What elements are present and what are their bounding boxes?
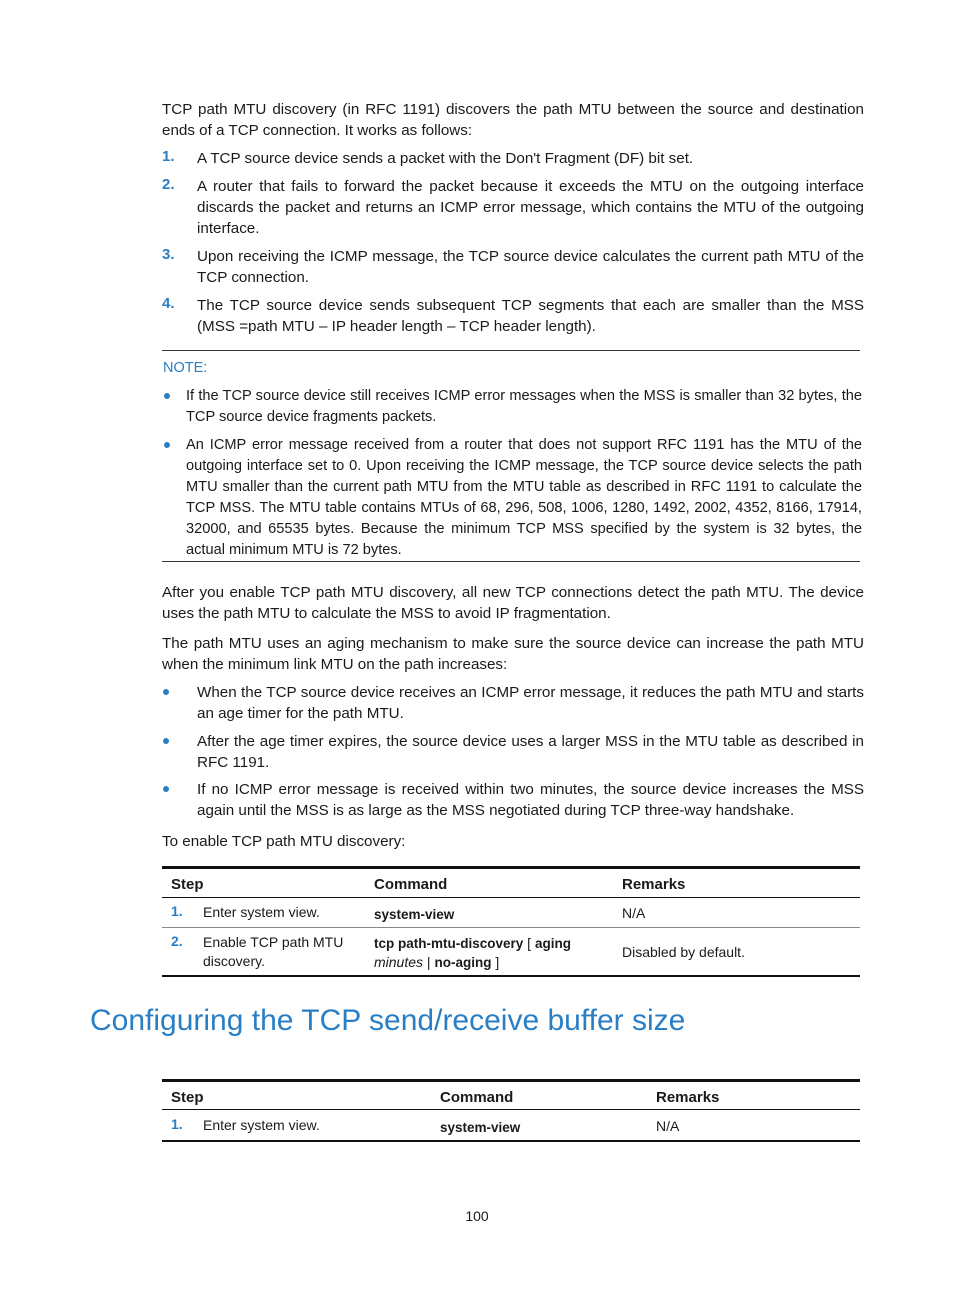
step-number: 2. [162,176,175,193]
remarks-cell: N/A [622,905,646,921]
step-text: A TCP source device sends a packet with the Don't Fragment (DF) bit set. [197,150,694,167]
column-header-step: Step [171,876,204,893]
step-cell: Enter system view. [203,904,320,920]
command-cell: system-view [374,907,455,922]
command-cell: system-view [440,1120,521,1135]
bullet-icon [163,738,169,744]
page-number: 100 [465,1208,489,1224]
step-text: The TCP source device sends subsequent TCP segments that each are smaller than the MSS (MSS =path MTU – IP header length – TCP header length). [197,297,864,335]
step-number: 1. [171,903,183,919]
note-bottom-rule [162,561,860,562]
command-cell: minutes | no-aging ] [374,954,500,970]
remarks-cell: N/A [656,1118,680,1134]
paragraph: To enable TCP path MTU discovery: [162,833,406,850]
table-bottom-border [162,1140,860,1142]
header-divider [162,1109,860,1110]
bullet-icon [163,689,169,695]
note-title: NOTE: [163,360,208,376]
column-header-step: Step [171,1089,204,1106]
column-header-remarks: Remarks [656,1089,720,1106]
header-divider [162,897,860,898]
bullet-item: After the age timer expires, the source device uses a larger MSS in the MTU table as described in RFC 1191. [197,733,864,771]
step-cell: Enter system view. [203,1117,320,1133]
column-header-command: Command [440,1089,514,1106]
step-cell: discovery. [203,953,265,969]
table-top-border [162,1079,860,1082]
section-heading: Configuring the TCP send/receive buffer size [90,1004,686,1037]
bullet-icon [164,442,170,448]
step-number: 3. [162,246,175,263]
step-number: 1. [162,148,175,165]
column-header-command: Command [374,876,448,893]
step-text: A router that fails to forward the packet because it exceeds the MTU on the outgoing interface discards the packet and returns an ICMP error message, which contains the MTU of the outgoing interface. [197,178,864,237]
paragraph: The path MTU uses an aging mechanism to make sure the source device can increase the path MTU when the minimum link MTU on the path increases: [162,635,864,673]
note-item: If the TCP source device still receives ICMP error messages when the MSS is smaller than 32 bytes, the TCP source device fragments packets. [186,388,862,425]
note-top-rule [162,350,860,351]
step-number: 4. [162,295,175,312]
bullet-icon [163,786,169,792]
step-cell: Enable TCP path MTU [203,934,344,950]
bullet-icon [164,393,170,399]
bullet-item: If no ICMP error message is received within two minutes, the source device increases the MSS again until the MSS is as large as the MSS negotiated during TCP three-way handshake. [197,781,864,819]
column-header-remarks: Remarks [622,876,686,893]
step-number: 1. [171,1116,183,1132]
step-number: 2. [171,933,183,949]
step-text: Upon receiving the ICMP message, the TCP source device calculates the current path MTU of the TCP connection. [197,248,864,286]
table-bottom-border [162,975,860,977]
row-divider [162,927,860,928]
command-cell: tcp path-mtu-discovery [ aging [374,935,571,951]
remarks-cell: Disabled by default. [622,944,745,960]
paragraph: After you enable TCP path MTU discovery, all new TCP connections detect the path MTU. The device uses the path MTU to calculate the MSS to avoid IP fragmentation. [162,584,864,622]
table-top-border [162,866,860,869]
intro-paragraph: TCP path MTU discovery (in RFC 1191) discovers the path MTU between the source and destination ends of a TCP connection. It works as follows: [162,101,864,139]
bullet-item: When the TCP source device receives an ICMP error message, it reduces the path MTU and starts an age timer for the path MTU. [197,684,864,722]
note-item: An ICMP error message received from a router that does not support RFC 1191 has the MTU of the outgoing interface set to 0. Upon receiving the ICMP message, the TCP source device selects the path MTU smaller than the current path MTU from the MTU table as described in RFC 1191 to calculate the TCP MSS. The MTU table contains MTUs of 68, 296, 508, 1006, 1280, 1492, 2002, 4352, 8166, 17914, 32000, and 65535 bytes. Because the minimum TCP MSS specified by the system is 32 bytes, the actual minimum MTU is 72 bytes. [186,437,862,558]
